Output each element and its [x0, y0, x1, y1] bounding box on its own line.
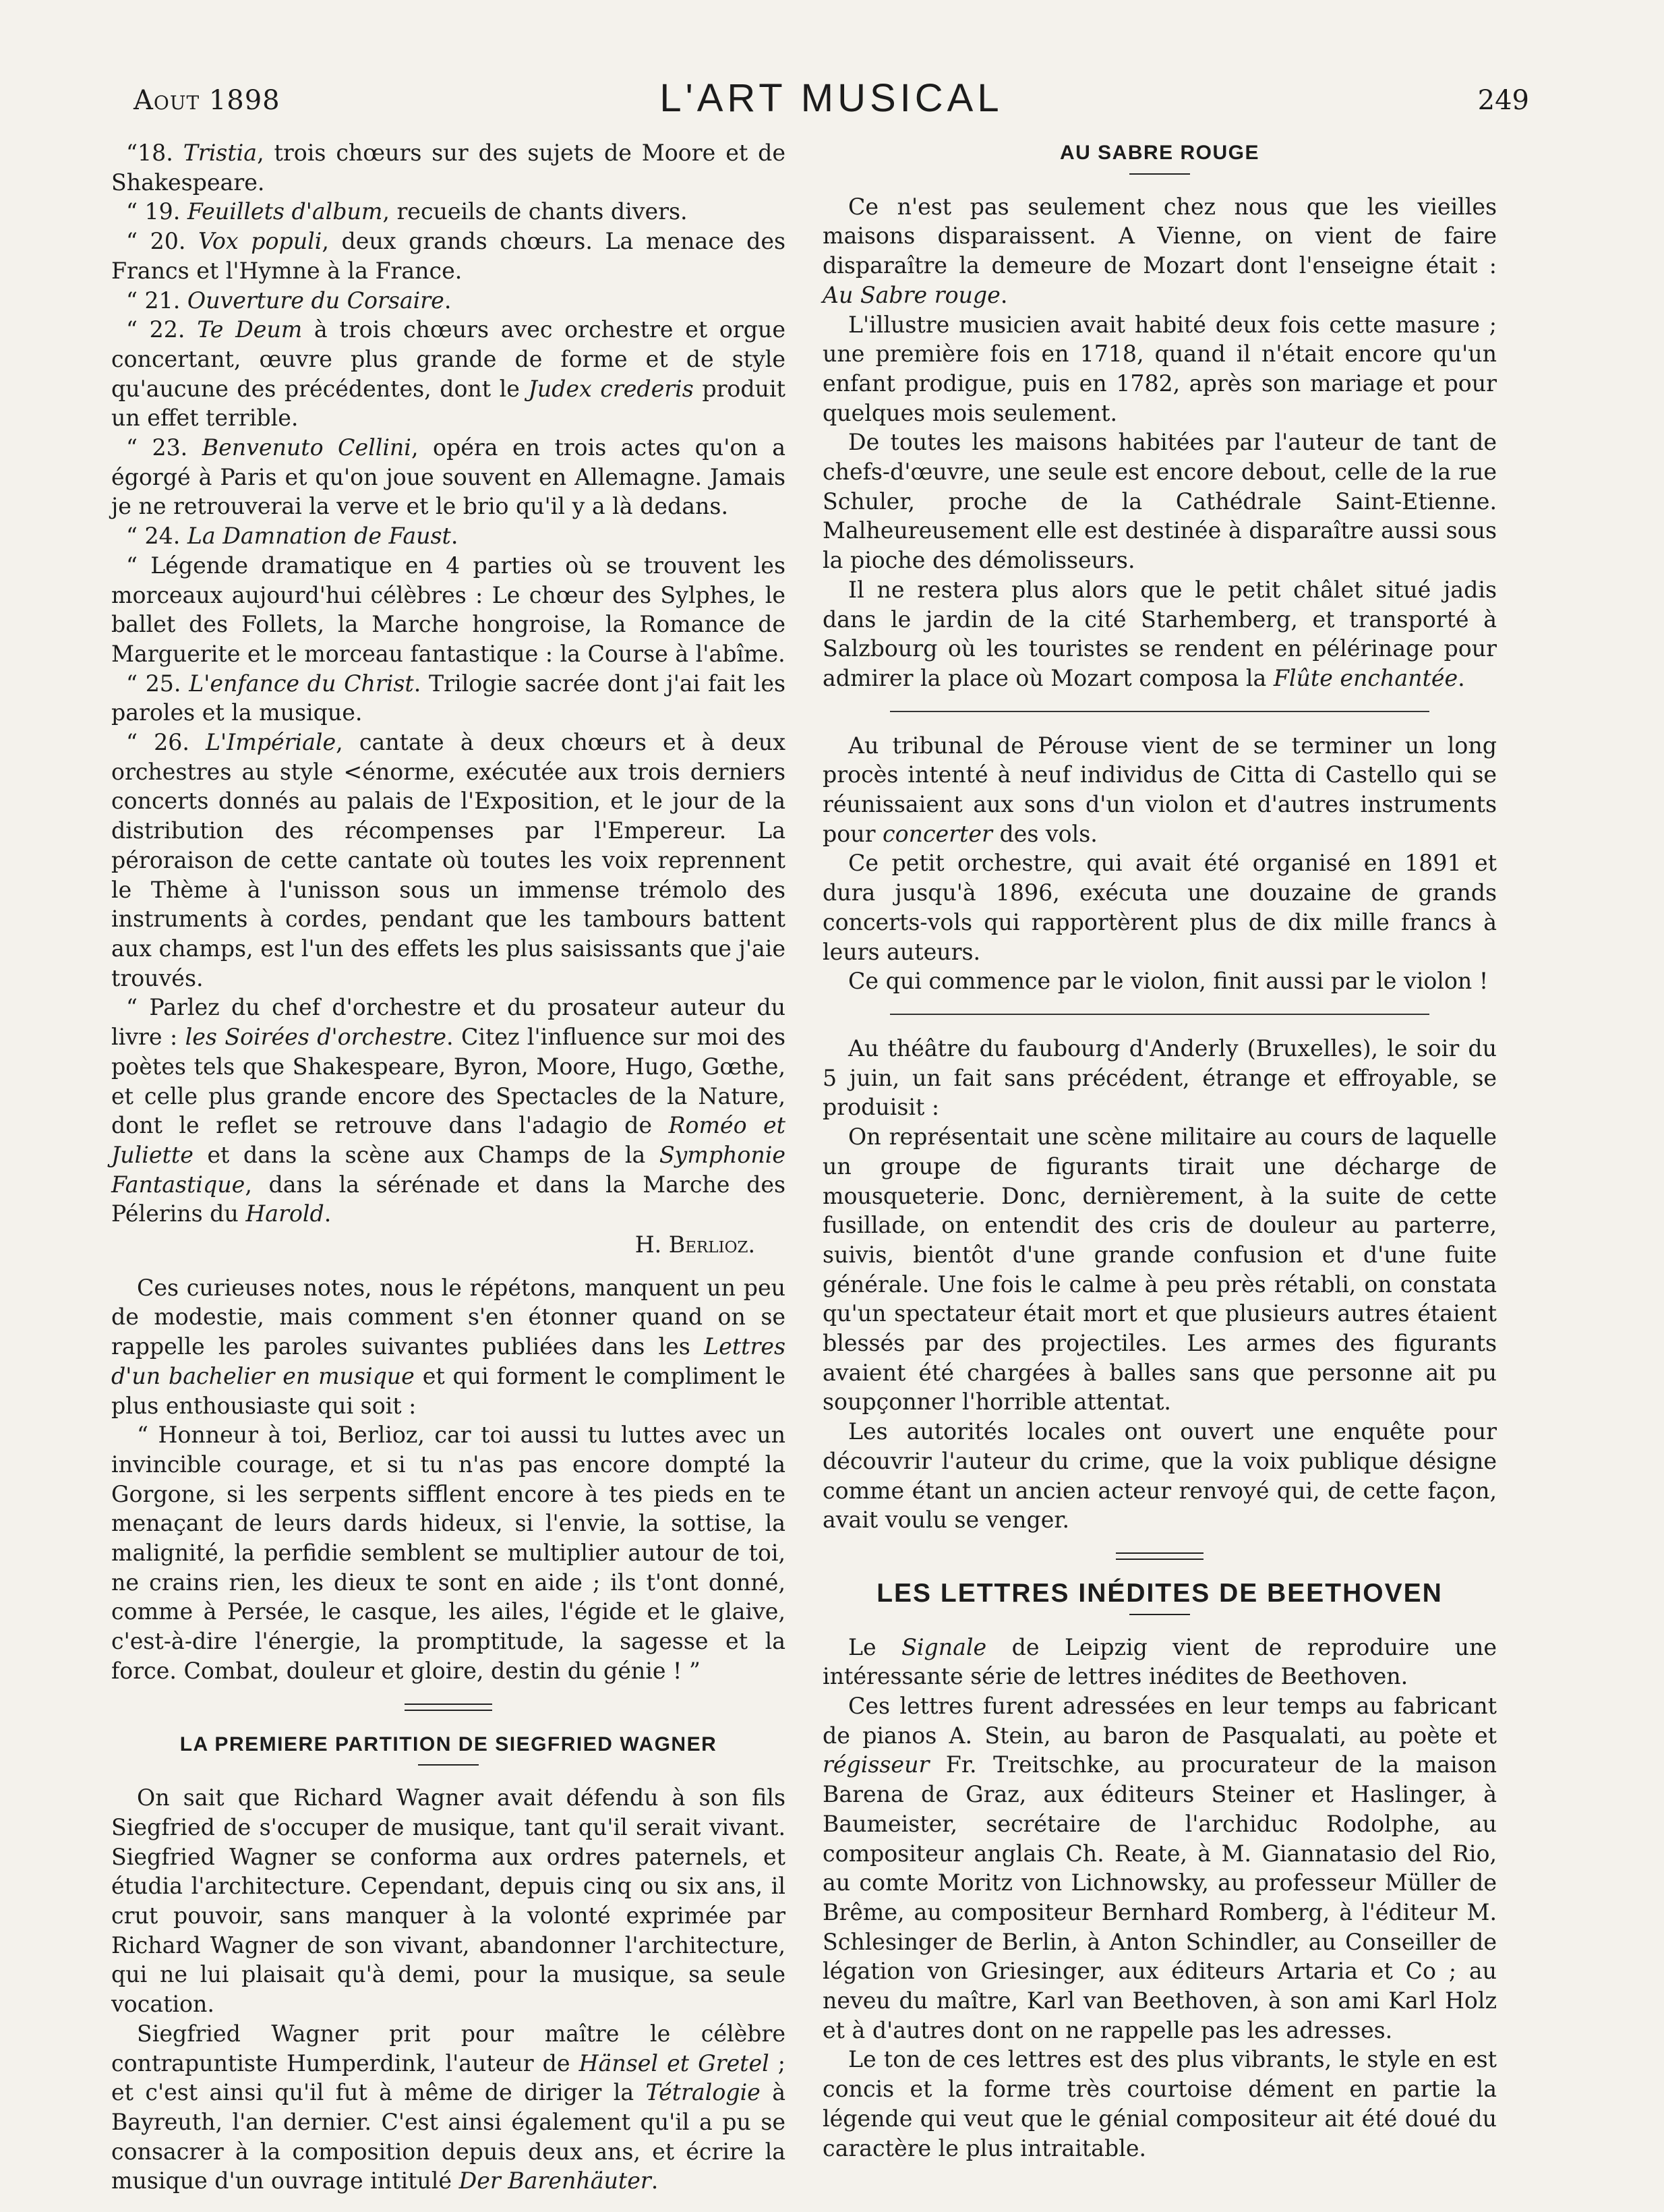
perouse-paragraph-1: Au tribunal de Pérouse vient de se terminer un long procès intenté à neuf individus de Citta di Castello qui se réunissaient aux sons d'un violon et d'autres instruments pour concerter des vols.: [823, 732, 1497, 847]
works-list-item: “ 20. Vox populi, deux grands chœurs. La menace des Francs et l'Hymne à la France.: [111, 228, 786, 284]
anderly-paragraph-1: Au théâtre du faubourg d'Anderly (Bruxelles), le soir du 5 juin, un fait sans précédent, étrange et effroyable, se produisit :: [823, 1035, 1497, 1121]
sabre-paragraph-3: De toutes les maisons habitées par l'auteur de tant de chefs-d'œuvre, une seule est encore debout, celle de la rue Schuler, proche de la Cathédrale Saint-Etienne. Malheureusement elle est destinée à disparaître aussi sous la pioche des démolisseurs.: [823, 429, 1497, 574]
works-list-item: “ 19. Feuillets d'album, recueils de chants divers.: [126, 198, 688, 225]
works-list-item: “ 23. Benvenuto Cellini, opéra en trois actes qu'on a égorgé à Paris et qu'on joue souvent en Allemagne. Jamais je ne retrouverai la verve et le brio qu'il y a là dedans.: [111, 434, 785, 520]
anderly-paragraph-2: On représentait une scène militaire au cours de laquelle un groupe de figurants tirait une décharge de mousqueterie. Donc, dernièrement, à la suite de cette fusillade, on entendit des cris de douleur au parterre, suivis, bientôt d'une grande confusion et d'une fuite générale. Une fois le calme à peu près rétabli, on constata qu'un spectateur était mort et que plusieurs autres étaient blessés par des projectiles. Les armes des figurants avaient été chargées à balles sans que personne ait pu soupçonner l'horrible attentat.: [823, 1124, 1497, 1416]
beethoven-paragraph-3: Le ton de ces lettres est des plus vibrants, le style en est concis et la forme très courtoise dément en partie la légende qui veut que le génial compositeur ait été doué du caractère le plus intraitable.: [823, 2046, 1497, 2161]
page-header: [133, 76, 1529, 123]
sabre-paragraph-2: L'illustre musicien avait habité deux fois cette masure ; une première fois en 1718, quand il n'était encore qu'un enfant prodigue, puis en 1782, après son mariage et pour quelques mois seulement.: [823, 311, 1497, 426]
beethoven-section-title: LES LETTRES INÉDITES DE BEETHOVEN: [876, 1578, 1443, 1608]
section-divider: [1116, 1552, 1204, 1560]
perouse-paragraph-2: Ce petit orchestre, qui avait été organisé en 1891 et dura jusqu'à 1896, exécuta une douzaine de grands concerts-vols qui rapportèrent plus de dix mille francs à leurs auteurs.: [823, 850, 1497, 965]
title-underline: [1129, 1614, 1190, 1615]
right-column: [823, 138, 1497, 2163]
beethoven-paragraph-2: Ces lettres furent adressées en leur temps au fabricant de pianos A. Stein, au baron de Pasqualati, au poète et régisseur Fr. Treitschke, au procurateur de la maison Barena de Graz, aux éditeurs Steiner et Haslinger, à Baumeister, secrétaire de l'archiduc Rodolphe, au compositeur anglais Ch. Reate, à M. Giannatasio del Rio, au comte Moritz von Lichnowsky, au professeur Müller de Brême, au compositeur Bernhard Romberg, à l'éditeur M. Schlesinger de Berlin, à Anton Schindler, au Conseiller de légation von Griesinger, aux éditeurs Artaria et Co ; au neveu du maître, Karl van Beethoven, à son ami Karl Holz et à d'autres dont on ne rappelle pas les adresses.: [823, 1693, 1497, 2043]
journal-title: L'ART MUSICAL: [659, 76, 1003, 120]
works-list-item: “ 21. Ouverture du Corsaire.: [126, 287, 452, 314]
works-list-item: “ 25. L'enfance du Christ. Trilogie sacrée dont j'ai fait les paroles et la musique.: [111, 670, 785, 726]
beethoven-paragraph-1: Le Signale de Leipzig vient de reproduire une intéressante série de lettres inédites de Beethoven.: [823, 1633, 1497, 1690]
works-list-item: “ 22. Te Deum à trois chœurs avec orchestre et orgue concertant, œuvre plus grande de forme et de style qu'aucune des précédentes, dont le Judex crederis produit un effet terrible.: [111, 316, 786, 432]
sabre-paragraph-4: Il ne restera plus alors que le petit châlet situé jadis dans le jardin de la cité Starhemberg, et transporté à Salzbourg où les touristes se rendent en pélérinage pour admirer la place où Mozart composa la Flûte enchantée.: [823, 576, 1497, 691]
news-divider: [890, 711, 1429, 712]
news-divider: [890, 1014, 1429, 1015]
wagner-paragraph-2: Siegfried Wagner prit pour maître le célèbre contrapuntiste Humperdink, l'auteur de Hänsel et Gretel ; et c'est ainsi qu'il fut à même de diriger la Tétralogie à Bayreuth, l'an dernier. C'est ainsi également qu'il a pu se consacrer à la composition depuis deux ans, et écrire la musique d'un ouvrage intitulé Der Barenhäuter.: [111, 2020, 786, 2194]
title-underline: [418, 1764, 479, 1766]
works-list-item: “ 26. L'Impériale, cantate à deux chœurs et à deux orchestres au style <énorme, exécutée aux trois derniers concerts donnés au palais de l'Exposition, et le jour de la distribution des récompenses par l'Empereur. La péroraison de cette cantate où toutes les voix reprennent le Thème à l'unisson sous un immense trémolo des instruments à cordes, pendant que les tambours battent aux champs, est l'un des effets les plus saisissants que j'aie trouvés.: [111, 729, 785, 991]
wagner-paragraph-1: On sait que Richard Wagner avait défendu à son fils Siegfried de s'occuper de musique, tant qu'il serait vivant. Siegfried Wagner se conforma aux ordres paternels, et étudia l'architecture. Cependant, depuis cinq ou six ans, il crut pouvoir, sans manquer à la volonté exprimée par Richard Wagner de son vivant, abandonner l'architecture, qui ne lui plaisait qu'à demi, pour la musique, sa seule vocation.: [111, 1784, 785, 2018]
perouse-paragraph-3: Ce qui commence par le violon, finit aussi par le violon !: [848, 968, 1489, 995]
left-column: [111, 138, 785, 2196]
works-list-item: “18. Tristia, trois chœurs sur des sujets de Moore et de Shakespeare.: [111, 140, 785, 196]
works-list-item: “ Légende dramatique en 4 parties où se trouvent les morceaux aujourd'hui célèbres : Le chœur des Sylphes, le ballet des Follets, la Marche hongroise, la Romance de Marguerite et le morceau fantastique : la Course à l'abîme.: [111, 552, 785, 667]
tribute-quote: “ Honneur à toi, Berlioz, car toi aussi tu luttes avec un invincible courage, et si tu n'as pas encore dompté la Gorgone, si les serpents sifflent encore à tes pieds en te menaçant de leurs dards hideux, si l'envie, la sottise, la malignité, la perfidie semblent se multiplier autour de toi, ne crains rien, les dieux te sont en aide ; ils t'ont donné, comme à Persée, le casque, les ailes, l'égide et le glaive, c'est-à-dire l'énergie, la promptitude, la sagesse et la force. Combat, douleur et gloire, destin du génie ! ”: [111, 1422, 785, 1684]
commentary-paragraph: Ces curieuses notes, nous le répétons, manquent un peu de modestie, mais comment s'en étonner quand on se rappelle les paroles suivantes publiées dans les Lettres d'un bachelier en musique et qui forment le compliment le plus enthousiaste qui soit :: [111, 1274, 785, 1419]
page-number: 249: [1477, 85, 1529, 116]
issue-date: Aout 1898: [133, 85, 280, 116]
section-divider: [405, 1704, 492, 1711]
anderly-paragraph-3: Les autorités locales ont ouvert une enquête pour découvrir l'auteur du crime, que la voix publique désigne comme étant un ancien acteur renvoyé qui, de cette façon, avait voulu se venger.: [823, 1418, 1497, 1534]
title-underline: [1129, 173, 1190, 175]
sabre-paragraph-1: Ce n'est pas seulement chez nous que les vieilles maisons disparaissent. A Vienne, on vient de faire disparaître la demeure de Mozart dont l'enseigne était : Au Sabre rouge.: [823, 193, 1497, 308]
sabre-section-title: AU SABRE ROUGE: [1059, 142, 1260, 164]
wagner-section-title: LA PREMIERE PARTITION DE SIEGFRIED WAGNER: [179, 1733, 717, 1755]
author-signature: H. Berlioz.: [634, 1231, 755, 1258]
works-list-item: “ 24. La Damnation de Faust.: [126, 523, 458, 550]
closing-quote: “ Parlez du chef d'orchestre et du prosateur auteur du livre : les Soirées d'orchestre. Citez l'influence sur moi des poètes tels que Shakespeare, Byron, Moore, Hugo, Gœthe, et celle plus grande encore des Spectacles de la Nature, dont le reflet se retrouve dans l'adagio de Roméo et Juliette et dans la scène aux Champs de la Symphonie Fantastique, dans la sérénade et dans la Marche des Pélerins du Harold.: [111, 994, 785, 1227]
